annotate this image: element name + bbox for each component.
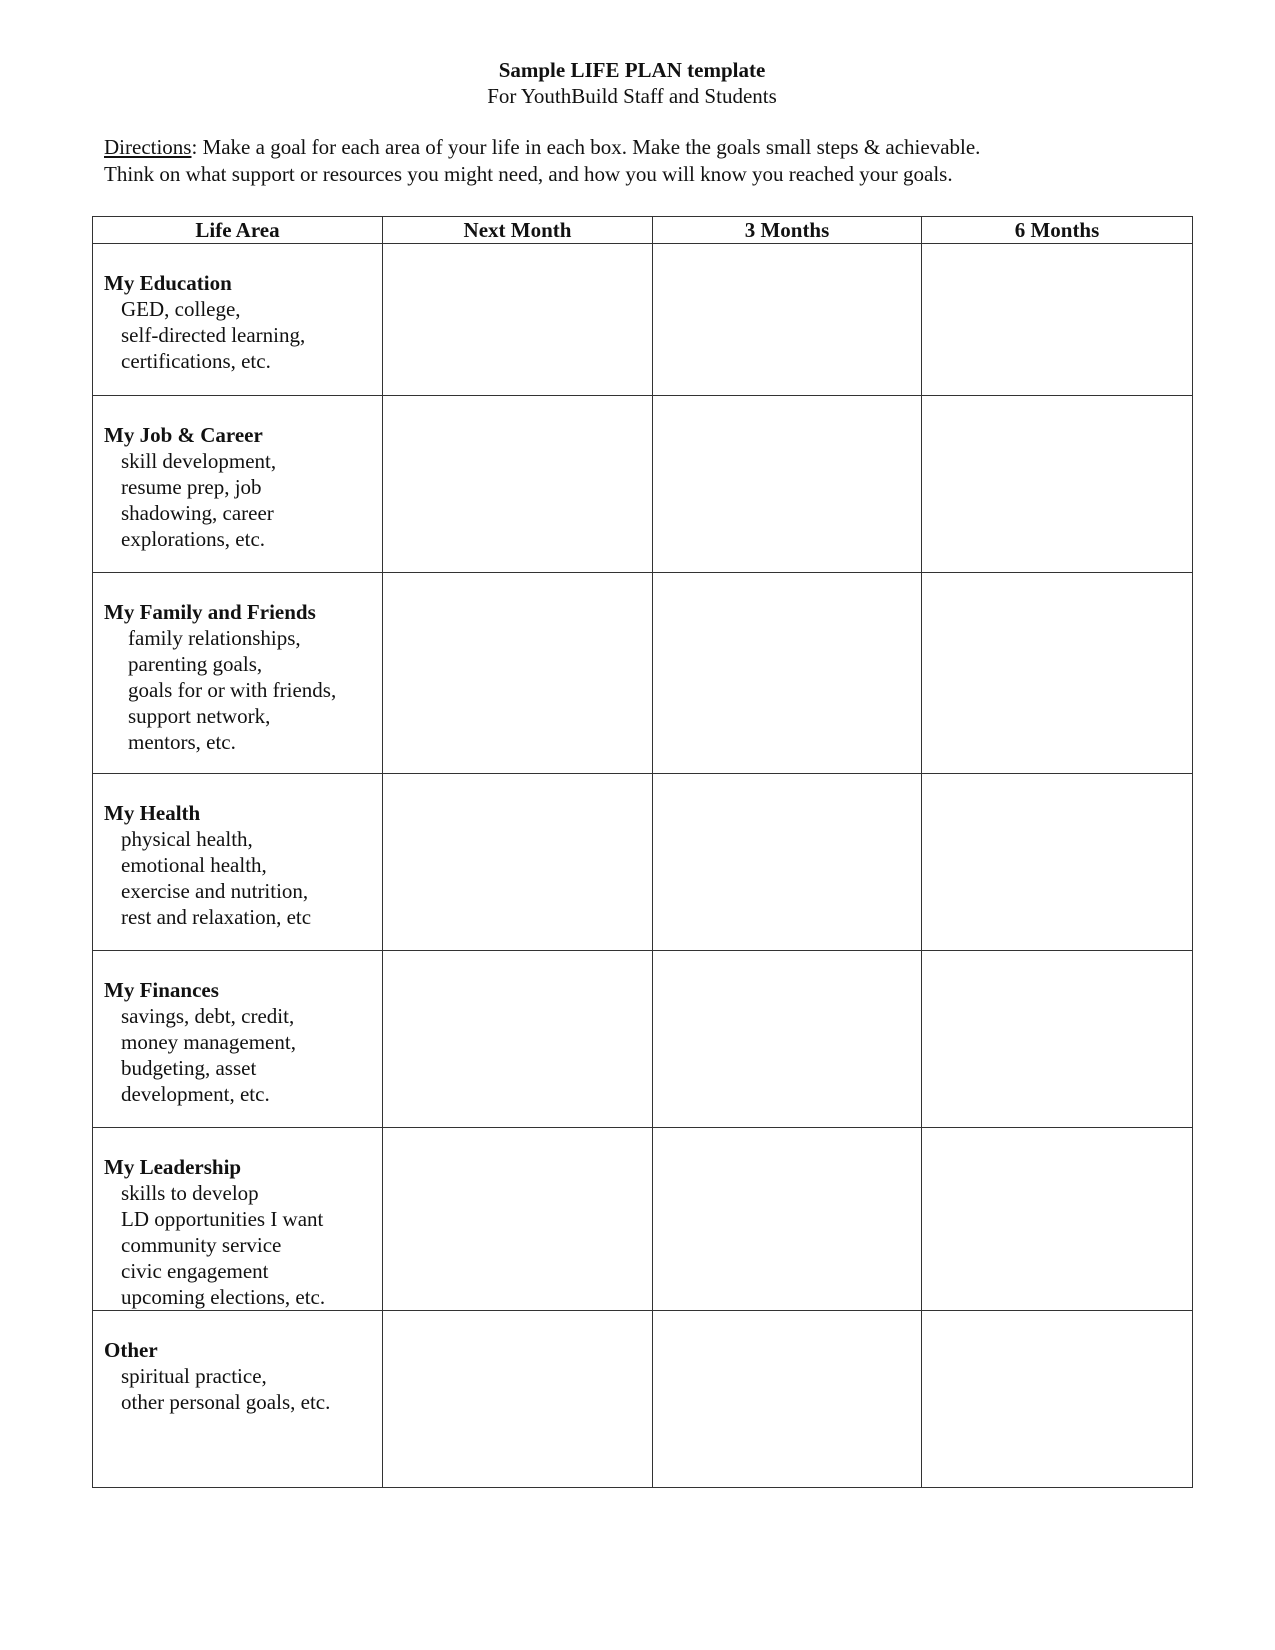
3-months-goal-cell[interactable] (653, 774, 922, 951)
life-area-detail: skills to develop (121, 1181, 259, 1205)
life-area-detail: exercise and nutrition, (121, 879, 309, 903)
life-area-name: Other (104, 1338, 158, 1362)
life-area-detail: certifications, etc. (121, 349, 271, 373)
life-area-name: My Leadership (104, 1155, 242, 1179)
life-area-cell (93, 396, 383, 573)
3-months-goal-cell[interactable] (653, 244, 922, 396)
life-area-name: My Health (104, 801, 201, 825)
life-area-detail: skill development, (121, 449, 277, 473)
life-area-detail: budgeting, asset (121, 1056, 257, 1080)
next-month-goal-cell[interactable] (383, 573, 653, 774)
life-area-cell (93, 1311, 383, 1488)
life-area-detail: community service (121, 1233, 282, 1257)
next-month-goal-cell[interactable] (383, 1311, 653, 1488)
next-month-goal-cell[interactable] (383, 396, 653, 573)
directions-line-1: : Make a goal for each area of your life in each box. Make the goals small steps & achievable. (191, 135, 981, 159)
life-area-name: My Family and Friends (104, 600, 316, 624)
life-area-detail: physical health, (121, 827, 253, 851)
life-area-detail: rest and relaxation, etc (121, 905, 312, 929)
life-area-name: My Education (104, 271, 232, 295)
table-row-leadership (93, 1128, 1193, 1311)
6-months-goal-cell[interactable] (922, 774, 1193, 951)
directions-line-2: Think on what support or resources you might need, and how you will know you reached your goals. (104, 162, 953, 186)
next-month-goal-cell[interactable] (383, 244, 653, 396)
life-area-detail: support network, (128, 704, 271, 728)
table-row-other (93, 1311, 1193, 1488)
life-area-detail: mentors, etc. (128, 730, 236, 754)
life-area-cell (93, 774, 383, 951)
column-header-next-month: Next Month (383, 217, 653, 244)
next-month-goal-cell[interactable] (383, 774, 653, 951)
6-months-goal-cell[interactable] (922, 396, 1193, 573)
next-month-goal-cell[interactable] (383, 1128, 653, 1311)
3-months-goal-cell[interactable] (653, 1128, 922, 1311)
3-months-goal-cell[interactable] (653, 573, 922, 774)
life-area-cell (93, 1128, 383, 1311)
life-area-detail: development, etc. (121, 1082, 270, 1106)
3-months-goal-cell[interactable] (653, 1311, 922, 1488)
life-area-detail: parenting goals, (128, 652, 263, 676)
life-area-cell (93, 244, 383, 396)
6-months-goal-cell[interactable] (922, 244, 1193, 396)
life-area-cell (93, 951, 383, 1128)
table-row-education (93, 244, 1193, 396)
directions (104, 134, 980, 188)
directions-label: Directions (104, 135, 192, 159)
life-area-detail: upcoming elections, etc. (121, 1285, 326, 1309)
life-area-detail: civic engagement (121, 1259, 269, 1283)
column-header-3-months: 3 Months (653, 217, 922, 244)
life-area-detail: resume prep, job (121, 475, 262, 499)
life-area-name: My Job & Career (104, 423, 263, 447)
header-row (93, 217, 1193, 244)
life-area-detail: explorations, etc. (121, 527, 266, 551)
next-month-goal-cell[interactable] (383, 951, 653, 1128)
3-months-goal-cell[interactable] (653, 951, 922, 1128)
life-area-detail: LD opportunities I want (121, 1207, 324, 1231)
column-header-life-area: Life Area (93, 217, 383, 244)
life-area-detail: emotional health, (121, 853, 267, 877)
life-area-detail: self-directed learning, (121, 323, 306, 347)
life-area-cell (93, 573, 383, 774)
life-area-detail: shadowing, career (121, 501, 274, 525)
life-area-detail: money management, (121, 1030, 296, 1054)
life-area-detail: savings, debt, credit, (121, 1004, 295, 1028)
life-area-detail: goals for or with friends, (128, 678, 337, 702)
3-months-goal-cell[interactable] (653, 396, 922, 573)
document-subtitle: For YouthBuild Staff and Students (487, 84, 777, 108)
column-header-6-months: 6 Months (922, 217, 1193, 244)
life-area-name: My Finances (104, 978, 219, 1002)
table-row-health (93, 774, 1193, 951)
6-months-goal-cell[interactable] (922, 573, 1193, 774)
6-months-goal-cell[interactable] (922, 951, 1193, 1128)
6-months-goal-cell[interactable] (922, 1311, 1193, 1488)
6-months-goal-cell[interactable] (922, 1128, 1193, 1311)
life-area-detail: spiritual practice, (121, 1364, 267, 1388)
life-area-detail: GED, college, (121, 297, 241, 321)
table-row-finances (93, 951, 1193, 1128)
document-title: Sample LIFE PLAN template (498, 58, 766, 82)
table-row-job-career (93, 396, 1193, 573)
life-plan-table (92, 216, 1193, 1488)
life-area-detail: family relationships, (128, 626, 301, 650)
life-area-detail: other personal goals, etc. (121, 1390, 331, 1414)
table-row-family-friends (93, 573, 1193, 774)
